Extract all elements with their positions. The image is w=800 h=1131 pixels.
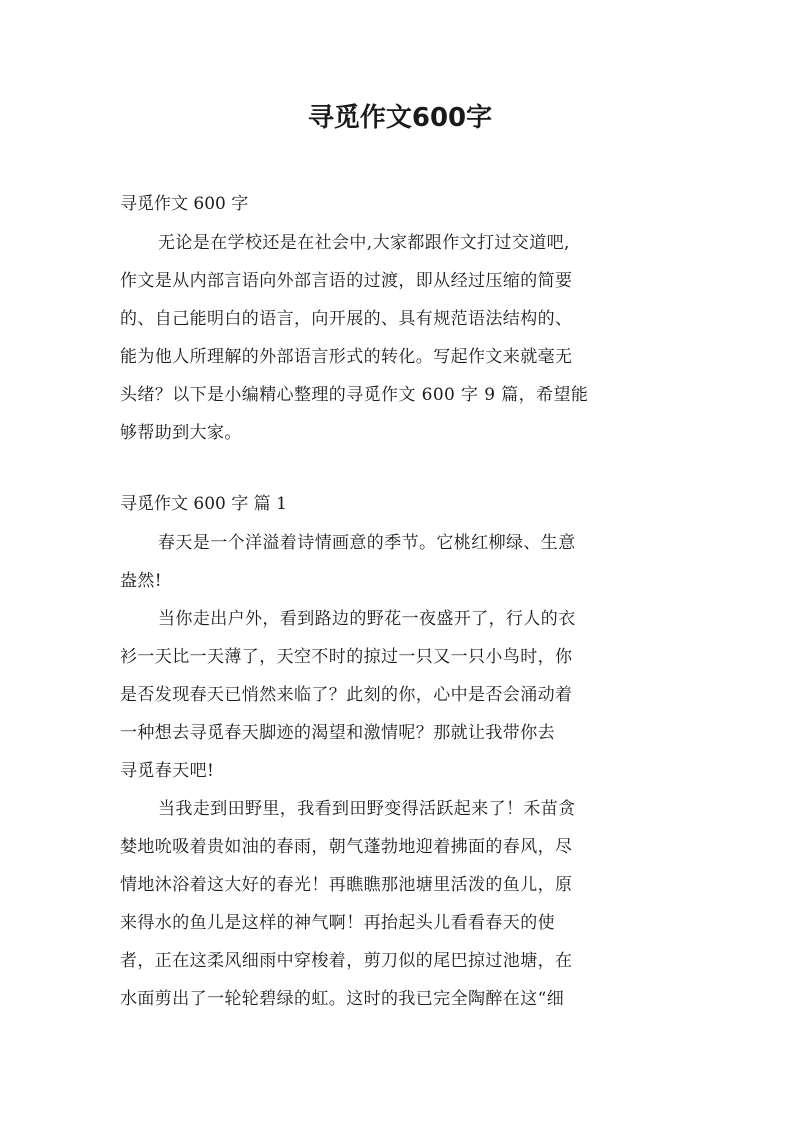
text-line: 作文是从内部言语向外部言语的过渡，即从经过压缩的简要 bbox=[120, 271, 573, 291]
text-line: 衫一天比一天薄了，天空不时的掠过一只又一只小鸟时，你 bbox=[120, 647, 573, 667]
text-line: 当我走到田野里，我看到田野变得活跃起来了！禾苗贪 bbox=[158, 799, 576, 819]
text-line: 的、自己能明白的语言，向开展的、具有规范语法结构的、 bbox=[120, 309, 573, 329]
intro-heading: 寻觅作文 600 字 bbox=[120, 194, 249, 214]
text-line: 水面剪出了一轮轮碧绿的虹。这时的我已完全陶醉在这“细 bbox=[120, 989, 565, 1009]
text-line: 能为他人所理解的外部语言形式的转化。写起作文来就毫无 bbox=[120, 347, 573, 367]
text-line: 当你走出户外，看到路边的野花一夜盛开了，行人的衣 bbox=[158, 609, 576, 629]
text-line: 者，正在这柔风细雨中穿梭着，剪刀似的尾巴掠过池塘，在 bbox=[120, 951, 573, 971]
text-line: 头绪？以下是小编精心整理的寻觅作文 600 字 9 篇，希望能 bbox=[120, 385, 589, 405]
text-line: 情地沐浴着这大好的春光！再瞧瞧那池塘里活泼的鱼儿，原 bbox=[120, 875, 573, 895]
text-line: 寻觅春天吧! bbox=[120, 761, 215, 781]
document-title: 寻觅作文600字 bbox=[307, 103, 493, 133]
text-line: 够帮助到大家。 bbox=[120, 423, 242, 443]
text-line: 盎然! bbox=[120, 571, 163, 591]
text-line: 婪地吮吸着贵如油的春雨，朝气蓬勃地迎着拂面的春风，尽 bbox=[120, 837, 573, 857]
section-heading: 寻觅作文 600 字 篇 1 bbox=[120, 494, 287, 514]
text-line: 是否发现春天已悄然来临了？此刻的你，心中是否会涌动着 bbox=[120, 685, 573, 705]
text-line: 无论是在学校还是在社会中,大家都跟作文打过交道吧, bbox=[158, 233, 570, 253]
text-line: 春天是一个洋溢着诗情画意的季节。它桃红柳绿、生意 bbox=[158, 533, 576, 553]
text-line: 一种想去寻觅春天脚迹的渴望和激情呢？那就让我带你去 bbox=[120, 723, 555, 743]
text-line: 来得水的鱼儿是这样的神气啊！再抬起头儿看看春天的使 bbox=[120, 913, 555, 933]
